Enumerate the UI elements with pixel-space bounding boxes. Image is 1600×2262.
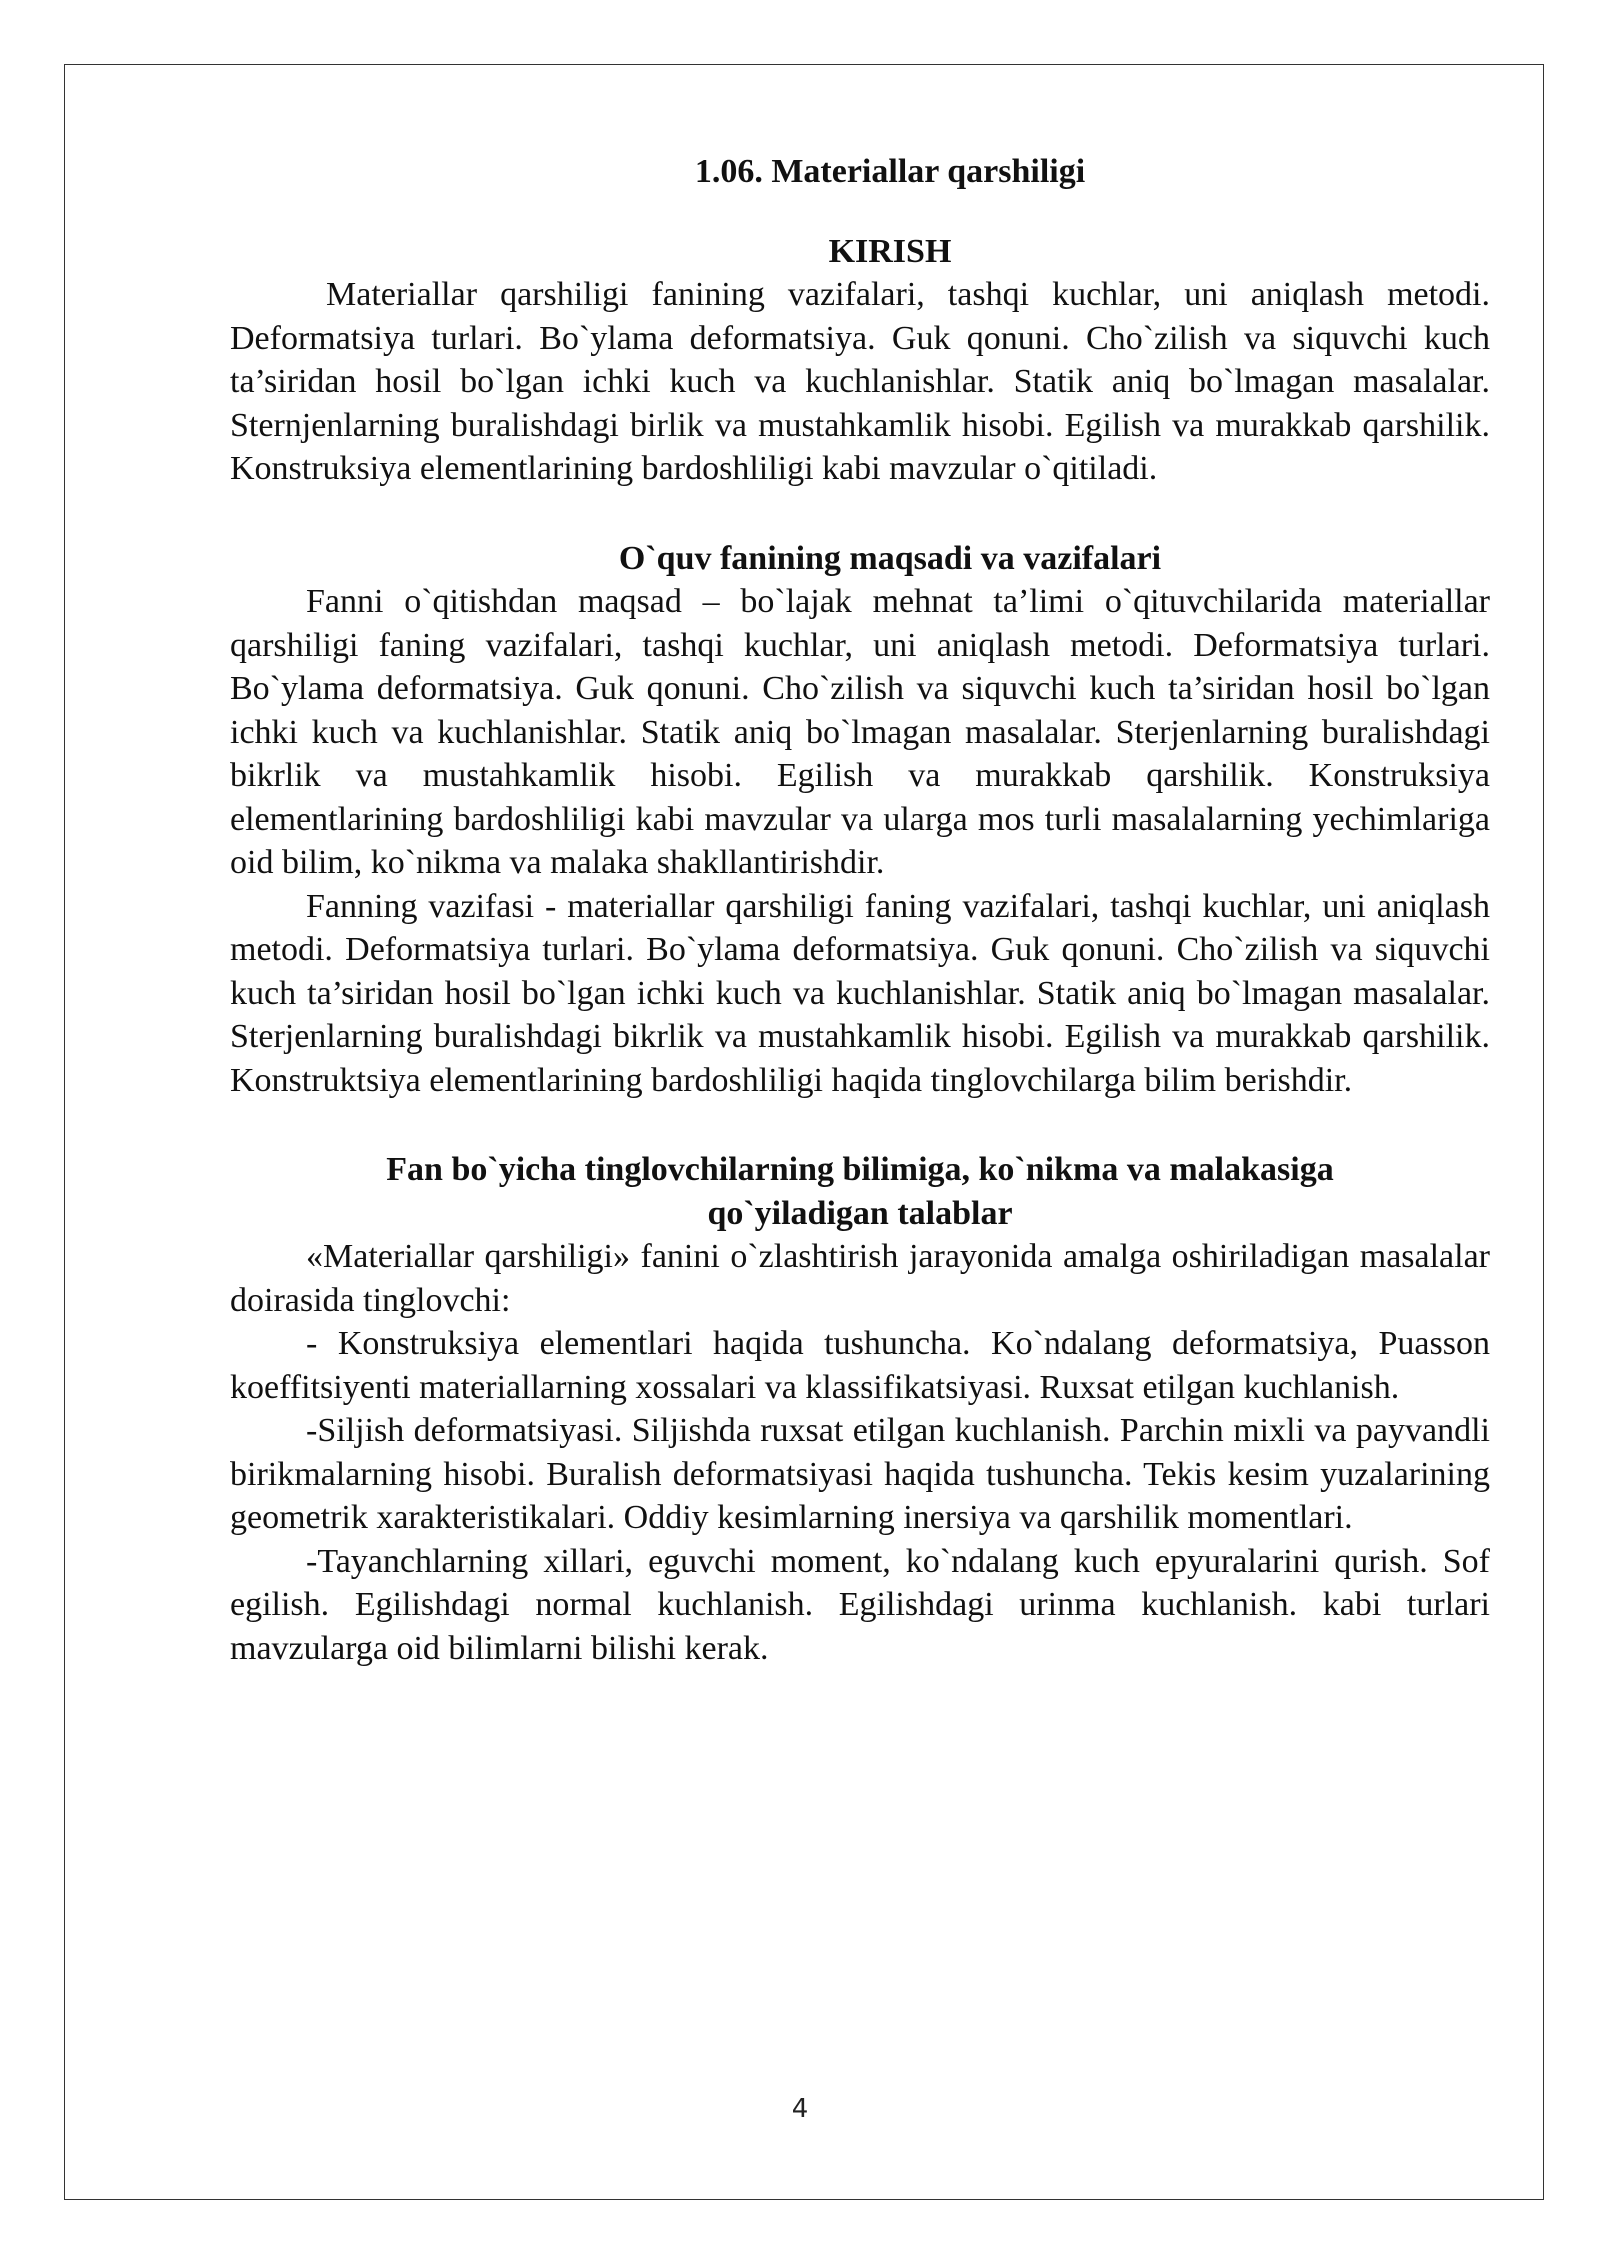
tasks-paragraph: Fanning vazifasi - materiallar qarshiligi faning vazifalari, tashqi kuchlar, uni aniqlash metodi. Deformatsiya turlari. Bo`ylama deformatsiya. Guk qonuni. Cho`zilish va siquvchi kuch ta’siridan hosil bo`lgan ichki kuch va kuchlanishlar. Statik aniq bo`lmagan masalalar. Sterjenlarning buralishdagi bikrlik va mustahkamlik hisobi. Egilish va murakkab qarshilik. Konstruktsiya elementlarining bardoshliligi haqida tinglovchilarga bilim berishdir.: [230, 887, 1490, 1099]
section-heading-introduction: KIRISH: [828, 232, 952, 270]
requirements-item-2: -Siljish deformatsiyasi. Siljishda ruxsat etilgan kuchlanish. Parchin mixli va payvandli birikmalarning hisobi. Buralish deformatsiyasi haqida tushuncha. Tekis kesim yuzalarining geometrik xarakteristikalari. Oddiy kesimlarning inersiya va qarshilik momentlari.: [230, 1412, 1490, 1536]
goals-paragraph: Fanni o`qitishdan maqsad – bo`lajak mehnat ta’limi o`qituvchilarida materiallar qarshiligi faning vazifalari, tashqi kuchlar, uni aniqlash metodi. Deformatsiya turlari. Bo`ylama deformatsiya. Guk qonuni. Cho`zilish va siquvchi kuch ta’siridan hosil bo`lgan ichki kuch va kuchlanishlar. Statik aniq bo`lmagan masalalar. Sterjenlarning buralishdagi bikrlik va mustahkamlik hisobi. Egilish va murakkab qarshilik. Konstruksiya elementlarining bardoshliligi kabi mavzular va ularga mos turli masalalarning yechimlariga oid bilim, ko`nikma va malaka shakllantirishdir.: [230, 583, 1490, 881]
document-body: [230, 150, 1490, 1670]
section-heading-goals: O`quv fanining maqsadi va vazifalari: [618, 539, 1162, 577]
introduction-paragraph: Materiallar qarshiligi fanining vazifalari, tashqi kuchlar, uni aniqlash metodi. Deformatsiya turlari. Bo`ylama deformatsiya. Guk qonuni. Cho`zilish va siquvchi kuch ta’siridan hosil bo`lgan ichki kuch va kuchlanishlar. Statik aniq bo`lmagan masalalar. Sternjenlarning buralishdagi birlik va mustahkamlik hisobi. Egilish va murakkab qarshilik. Konstruksiya elementlarining bardoshliligi kabi mavzular o`qitiladi.: [230, 276, 1490, 487]
document-title: 1.06. Materiallar qarshiligi: [694, 153, 1086, 190]
requirements-intro-paragraph: «Materiallar qarshiligi» fanini o`zlashtirish jarayonida amalga oshiriladigan masalalar doirasida tinglovchi:: [230, 1238, 1490, 1319]
requirements-item-1: - Konstruksiya elementlari haqida tushuncha. Ko`ndalang deformatsiya, Puasson koeffitsiyenti materiallarning xossalari va klassifikatsiyasi. Ruxsat etilgan kuchlanish.: [230, 1325, 1490, 1406]
page-number: 4: [791, 2094, 809, 2124]
section-heading-requirements-line2: qo`yiladigan talablar: [707, 1194, 1013, 1232]
section-heading-requirements-line1: Fan bo`yicha tinglovchilarning bilimiga, ko`nikma va malakasiga: [386, 1151, 1334, 1188]
requirements-item-3: -Tayanchlarning xillari, eguvchi moment, ko`ndalang kuch epyuralarini qurish. Sof egilish. Egilishdagi normal kuchlanish. Egilishdagi urinma kuchlanish. kabi turlari mavzularga oid bilimlarni bilishi kerak.: [230, 1542, 1490, 1667]
